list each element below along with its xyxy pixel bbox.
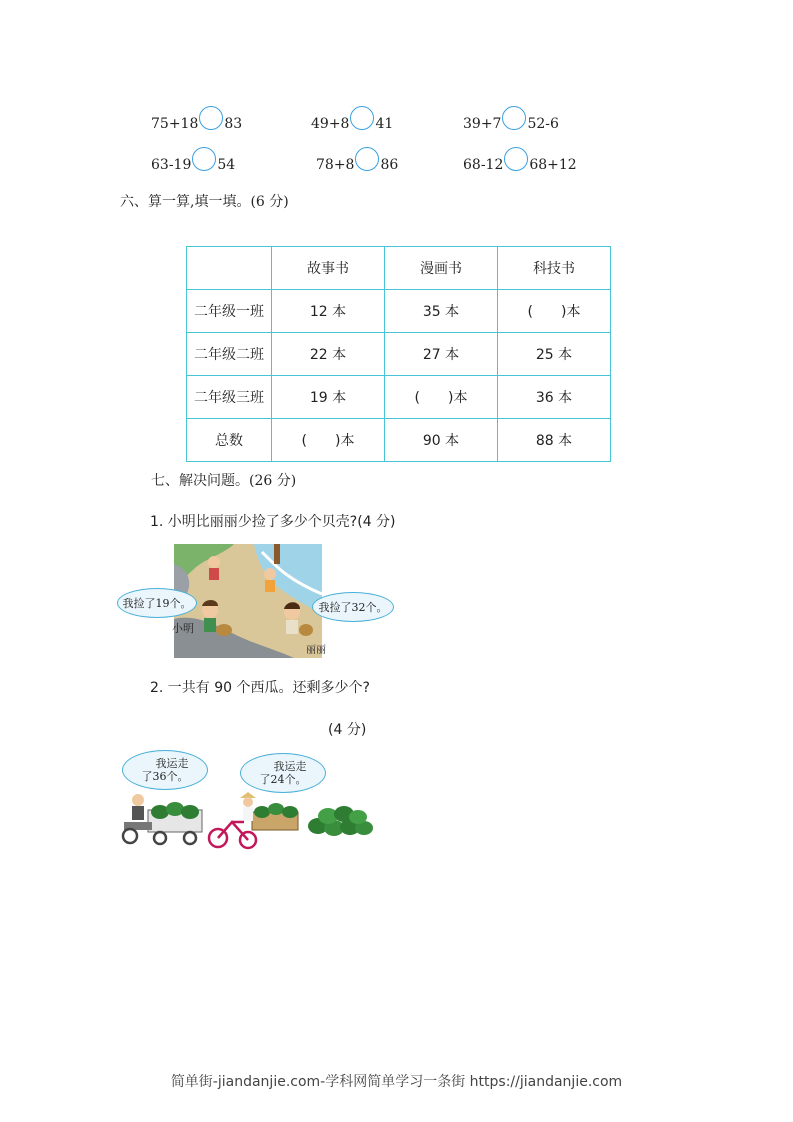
speech-text: 我捡了19个。 [122,597,192,610]
comparison-right: 52-6 [527,116,559,132]
footer-text: 简单街-jiandanjie.com-学科网简单学习一条街 https://jiandanjie.com [170,1074,623,1090]
question-2-text: 2. 一共有 90 个西瓜。还剩多少个? [150,680,370,696]
table-cell: 90 本 [385,419,498,462]
comparison-2 [311,112,393,136]
table-row [187,333,611,376]
table-blank-cell[interactable]: ( )本 [498,290,611,333]
speech-text: 我捡了32个。 [318,601,388,614]
answer-circle[interactable] [504,147,528,171]
table-cell: 36 本 [498,376,611,419]
name-label-left: 小明 [172,622,194,635]
speech-text: 我运走 [155,757,189,770]
name-label-right: 丽丽 [306,645,326,656]
comparison-right: 54 [217,157,236,173]
speech-text: 我运走 [273,760,307,773]
table-cell: 12 本 [272,290,385,333]
book-table [186,246,611,462]
table-cell: 35 本 [385,290,498,333]
speech-bubble-right [312,592,394,622]
table-cell: 19 本 [272,376,385,419]
comparison-5 [316,153,398,177]
comparison-left: 68-12 [463,157,504,173]
answer-circle[interactable] [502,106,526,130]
row-label: 二年级二班 [187,333,272,376]
comparison-right: 41 [375,116,394,132]
table-header-cell [187,247,272,290]
row-label: 总数 [187,419,272,462]
comparison-right: 68+12 [529,157,577,173]
speech-text: 了36个。 [141,770,189,783]
table-row [187,376,611,419]
section-7-title: 七、解决问题。(26 分) [151,473,297,489]
comparison-4 [151,153,235,177]
comparison-right: 83 [224,116,243,132]
answer-circle[interactable] [350,106,374,130]
comparison-left: 49+8 [311,116,350,132]
table-header-row [187,247,611,290]
table-blank-cell[interactable]: ( )本 [385,376,498,419]
speech-text: 了24个。 [259,773,307,786]
row-label: 二年级三班 [187,376,272,419]
table-blank-cell[interactable]: ( )本 [272,419,385,462]
comparison-left: 39+7 [463,116,502,132]
speech-bubble-left [117,588,197,618]
row-label: 二年级一班 [187,290,272,333]
speech-bubble-right [240,753,326,793]
table-cell: 22 本 [272,333,385,376]
comparison-left: 75+18 [151,116,199,132]
answer-circle[interactable] [199,106,223,130]
table-row [187,419,611,462]
comparison-6 [463,153,577,177]
question-2-score: (4 分) [328,722,367,738]
comparison-right: 86 [380,157,399,173]
speech-bubble-left [122,750,208,790]
question-1-text: 1. 小明比丽丽少捡了多少个贝壳?(4 分) [150,514,396,530]
comparison-left: 63-19 [151,157,192,173]
table-header-cell: 科技书 [498,247,611,290]
table-header-cell: 故事书 [272,247,385,290]
answer-circle[interactable] [355,147,379,171]
table-header-cell: 漫画书 [385,247,498,290]
comparison-left: 78+8 [316,157,355,173]
table-cell: 27 本 [385,333,498,376]
comparison-1 [151,112,242,136]
table-cell: 88 本 [498,419,611,462]
answer-circle[interactable] [192,147,216,171]
section-6-title: 六、算一算,填一填。(6 分) [120,194,289,210]
watermelon-carts-illustration [120,792,376,854]
table-cell: 25 本 [498,333,611,376]
table-row [187,290,611,333]
comparison-3 [463,112,559,136]
